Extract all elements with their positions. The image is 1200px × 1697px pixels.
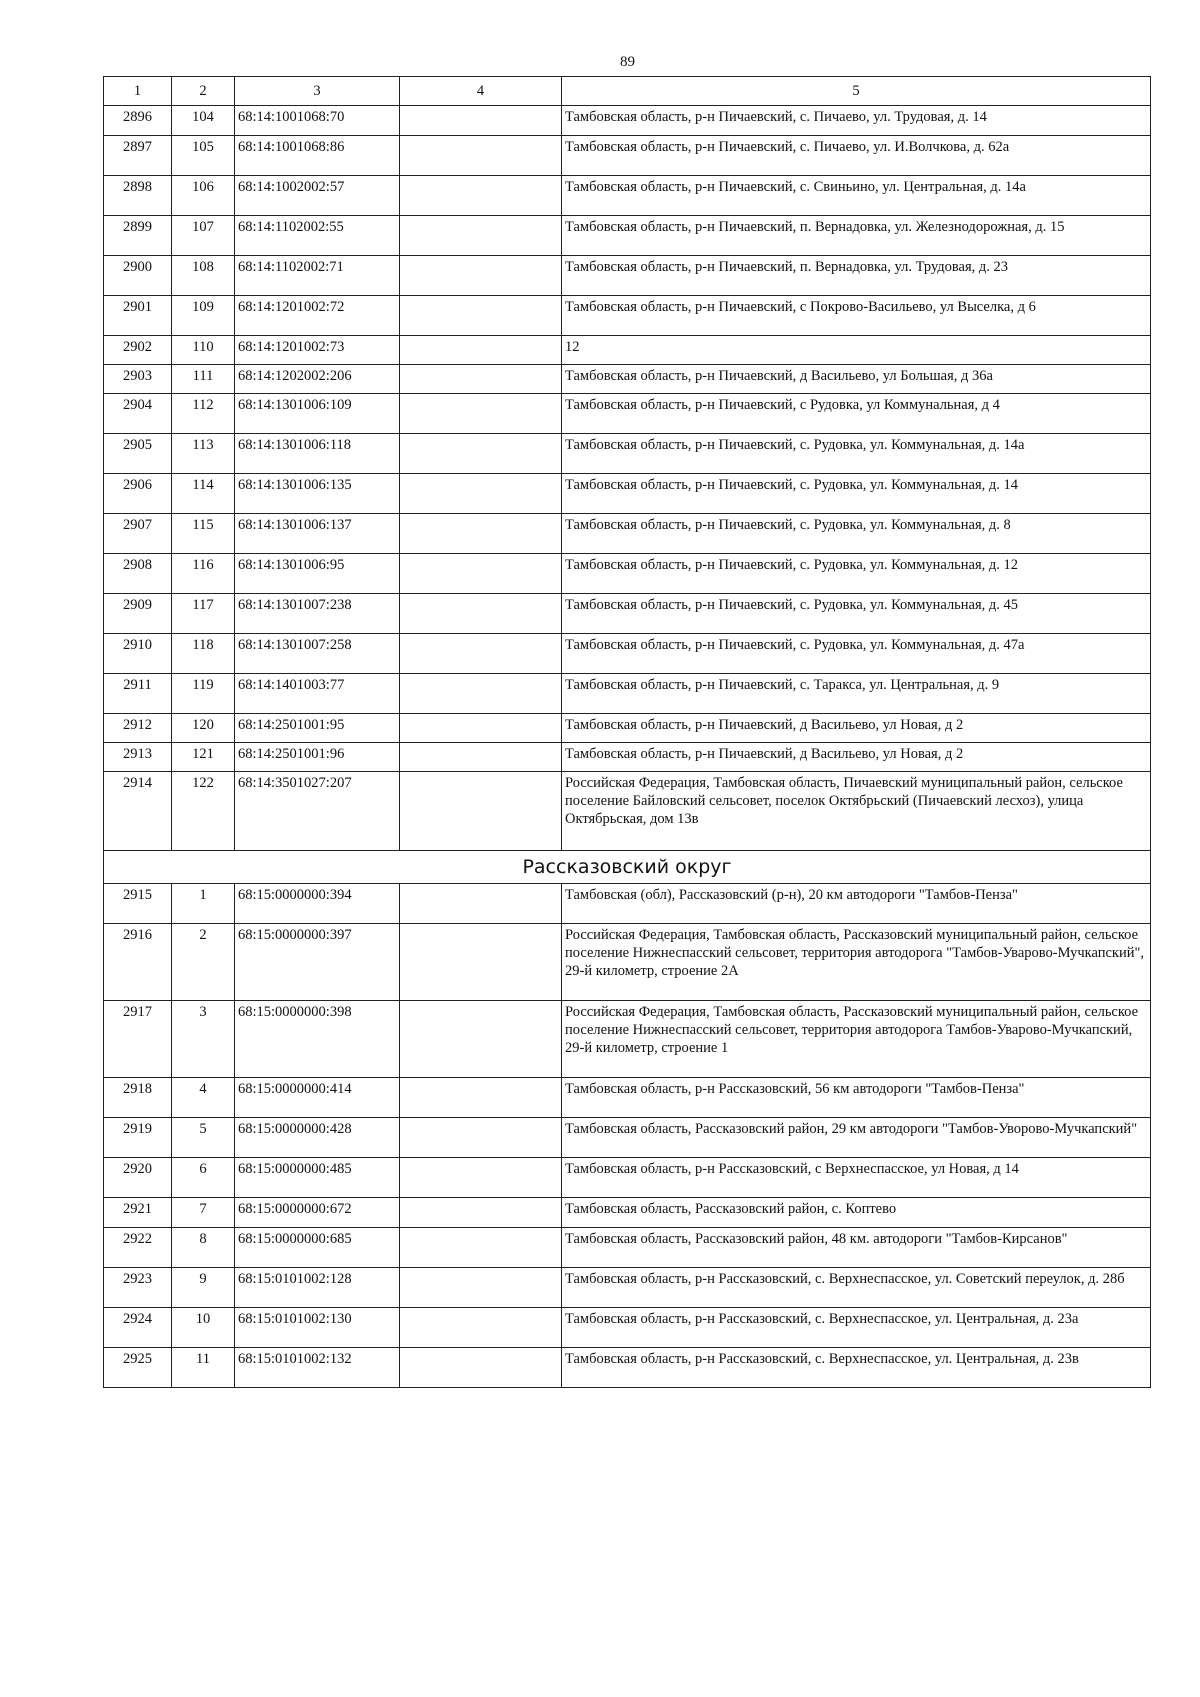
address-cell: Тамбовская область, р-н Пичаевский, д Васильево, ул Большая, д 36а: [562, 365, 1151, 394]
table-row: [104, 216, 1151, 256]
row-number: 2922: [104, 1228, 172, 1268]
column-4-cell: [400, 1118, 562, 1158]
table-row: [104, 1118, 1151, 1158]
row-index: 117: [172, 594, 235, 634]
column-4-cell: [400, 365, 562, 394]
column-4-cell: [400, 714, 562, 743]
address-cell: Тамбовская область, р-н Пичаевский, п. Вернадовка, ул. Железнодорожная, д. 15: [562, 216, 1151, 256]
table-row: [104, 394, 1151, 434]
row-number: 2916: [104, 924, 172, 1001]
cadastral-number: 68:14:1301006:109: [235, 394, 400, 434]
row-index: 106: [172, 176, 235, 216]
cadastral-number: 68:14:1301007:238: [235, 594, 400, 634]
address-cell: Тамбовская область, Рассказовский район, с. Коптево: [562, 1198, 1151, 1228]
address-cell: Тамбовская область, р-н Пичаевский, д Васильево, ул Новая, д 2: [562, 714, 1151, 743]
row-index: 119: [172, 674, 235, 714]
column-4-cell: [400, 743, 562, 772]
column-4-cell: [400, 674, 562, 714]
cadastral-number: 68:14:1202002:206: [235, 365, 400, 394]
column-4-cell: [400, 1158, 562, 1198]
table-row: [104, 136, 1151, 176]
address-cell: 12: [562, 336, 1151, 365]
cadastral-number: 68:14:1301006:135: [235, 474, 400, 514]
column-4-cell: [400, 1228, 562, 1268]
table-row: [104, 634, 1151, 674]
row-number: 2898: [104, 176, 172, 216]
row-index: 4: [172, 1078, 235, 1118]
table-row: [104, 1078, 1151, 1118]
address-cell: Тамбовская область, р-н Пичаевский, п. Вернадовка, ул. Трудовая, д. 23: [562, 256, 1151, 296]
row-number: 2908: [104, 554, 172, 594]
cadastral-number: 68:15:0000000:414: [235, 1078, 400, 1118]
cadastral-number: 68:14:1301006:95: [235, 554, 400, 594]
address-cell: Российская Федерация, Тамбовская область, Рассказовский муниципальный район, сельское поселение Нижнеспасский сельсовет, территория автодорога Тамбов-Уварово-Мучкапский, 29-й километр, строение 1: [562, 1001, 1151, 1078]
table-row: [104, 1308, 1151, 1348]
column-4-cell: [400, 1268, 562, 1308]
table-row: [104, 714, 1151, 743]
cadastral-number: 68:15:0000000:485: [235, 1158, 400, 1198]
cadastral-number: 68:14:2501001:96: [235, 743, 400, 772]
address-cell: Тамбовская область, р-н Рассказовский, с. Верхнеспасское, ул. Центральная, д. 23в: [562, 1348, 1151, 1388]
column-4-cell: [400, 924, 562, 1001]
cadastral-number: 68:14:2501001:95: [235, 714, 400, 743]
address-cell: Российская Федерация, Тамбовская область, Пичаевский муниципальный район, сельское поселение Байловский сельсовет, поселок Октябрьский (Пичаевский лесхоз), улица Октябрьская, дом 13в: [562, 772, 1151, 851]
table-row: [104, 474, 1151, 514]
table-row: [104, 674, 1151, 714]
table-row: [104, 256, 1151, 296]
address-cell: Тамбовская область, р-н Пичаевский, с. Пичаево, ул. И.Волчкова, д. 62а: [562, 136, 1151, 176]
address-cell: Тамбовская (обл), Рассказовский (р-н), 20 км автодороги "Тамбов-Пенза": [562, 884, 1151, 924]
row-index: 109: [172, 296, 235, 336]
table-row: [104, 1001, 1151, 1078]
row-index: 122: [172, 772, 235, 851]
table-row: [104, 514, 1151, 554]
table-row: [104, 743, 1151, 772]
column-4-cell: [400, 216, 562, 256]
row-number: 2918: [104, 1078, 172, 1118]
cadastral-number: 68:15:0000000:672: [235, 1198, 400, 1228]
row-index: 120: [172, 714, 235, 743]
row-number: 2913: [104, 743, 172, 772]
row-number: 2915: [104, 884, 172, 924]
column-4-cell: [400, 1348, 562, 1388]
row-number: 2902: [104, 336, 172, 365]
cadastral-number: 68:15:0000000:428: [235, 1118, 400, 1158]
cadastral-number: 68:14:1201002:73: [235, 336, 400, 365]
row-number: 2904: [104, 394, 172, 434]
header-col-3: 3: [235, 77, 400, 106]
row-index: 11: [172, 1348, 235, 1388]
cadastral-number: 68:14:3501027:207: [235, 772, 400, 851]
column-4-cell: [400, 336, 562, 365]
row-number: 2919: [104, 1118, 172, 1158]
address-cell: Тамбовская область, р-н Пичаевский, с. Рудовка, ул. Коммунальная, д. 12: [562, 554, 1151, 594]
column-4-cell: [400, 1078, 562, 1118]
column-4-cell: [400, 1198, 562, 1228]
row-number: 2923: [104, 1268, 172, 1308]
header-col-5: 5: [562, 77, 1151, 106]
column-4-cell: [400, 514, 562, 554]
row-index: 114: [172, 474, 235, 514]
row-number: 2917: [104, 1001, 172, 1078]
address-cell: Тамбовская область, р-н Пичаевский, с Покрово-Васильево, ул Выселка, д 6: [562, 296, 1151, 336]
cadastral-number: 68:14:1001068:70: [235, 106, 400, 136]
row-number: 2912: [104, 714, 172, 743]
table-row: [104, 772, 1151, 851]
row-number: 2910: [104, 634, 172, 674]
cadastral-number: 68:15:0101002:132: [235, 1348, 400, 1388]
cadastral-number: 68:14:1102002:55: [235, 216, 400, 256]
row-index: 7: [172, 1198, 235, 1228]
registry-table: [103, 76, 1151, 1388]
cadastral-number: 68:14:1401003:77: [235, 674, 400, 714]
column-4-cell: [400, 1001, 562, 1078]
row-number: 2909: [104, 594, 172, 634]
row-index: 121: [172, 743, 235, 772]
row-index: 116: [172, 554, 235, 594]
row-number: 2911: [104, 674, 172, 714]
cadastral-number: 68:14:1201002:72: [235, 296, 400, 336]
row-index: 104: [172, 106, 235, 136]
address-cell: Тамбовская область, р-н Пичаевский, с. Рудовка, ул. Коммунальная, д. 47а: [562, 634, 1151, 674]
column-4-cell: [400, 594, 562, 634]
address-cell: Тамбовская область, р-н Пичаевский, с Рудовка, ул Коммунальная, д 4: [562, 394, 1151, 434]
column-4-cell: [400, 106, 562, 136]
cadastral-number: 68:14:1301006:118: [235, 434, 400, 474]
section-row: [104, 851, 1151, 884]
cadastral-number: 68:15:0000000:685: [235, 1228, 400, 1268]
cadastral-number: 68:14:1301007:258: [235, 634, 400, 674]
cadastral-number: 68:15:0101002:130: [235, 1308, 400, 1348]
row-index: 2: [172, 924, 235, 1001]
table-row: [104, 594, 1151, 634]
header-col-4: 4: [400, 77, 562, 106]
cadastral-number: 68:15:0000000:397: [235, 924, 400, 1001]
registry-table-body: [104, 77, 1151, 1388]
cadastral-number: 68:14:1301006:137: [235, 514, 400, 554]
table-row: [104, 1268, 1151, 1308]
column-4-cell: [400, 434, 562, 474]
column-4-cell: [400, 1308, 562, 1348]
column-4-cell: [400, 634, 562, 674]
row-number: 2905: [104, 434, 172, 474]
table-row: [104, 336, 1151, 365]
row-index: 112: [172, 394, 235, 434]
cadastral-number: 68:15:0000000:398: [235, 1001, 400, 1078]
row-index: 10: [172, 1308, 235, 1348]
section-title: Рассказовский округ: [104, 851, 1151, 884]
header-row: [104, 77, 1151, 106]
column-4-cell: [400, 772, 562, 851]
row-index: 113: [172, 434, 235, 474]
address-cell: Тамбовская область, р-н Пичаевский, с. Свиньино, ул. Центральная, д. 14а: [562, 176, 1151, 216]
cadastral-number: 68:14:1102002:71: [235, 256, 400, 296]
table-row: [104, 554, 1151, 594]
row-number: 2907: [104, 514, 172, 554]
table-row: [104, 1228, 1151, 1268]
row-index: 110: [172, 336, 235, 365]
address-cell: Тамбовская область, р-н Рассказовский, с. Верхнеспасское, ул. Центральная, д. 23а: [562, 1308, 1151, 1348]
row-index: 118: [172, 634, 235, 674]
row-index: 1: [172, 884, 235, 924]
row-number: 2901: [104, 296, 172, 336]
table-row: [104, 1348, 1151, 1388]
address-cell: Тамбовская область, р-н Пичаевский, с. Пичаево, ул. Трудовая, д. 14: [562, 106, 1151, 136]
row-number: 2920: [104, 1158, 172, 1198]
row-index: 8: [172, 1228, 235, 1268]
row-number: 2925: [104, 1348, 172, 1388]
table-row: [104, 106, 1151, 136]
row-index: 9: [172, 1268, 235, 1308]
table-row: [104, 365, 1151, 394]
table-row: [104, 1198, 1151, 1228]
table-row: [104, 1158, 1151, 1198]
table-row: [104, 296, 1151, 336]
row-number: 2899: [104, 216, 172, 256]
row-index: 5: [172, 1118, 235, 1158]
row-number: 2900: [104, 256, 172, 296]
row-index: 3: [172, 1001, 235, 1078]
row-number: 2903: [104, 365, 172, 394]
cadastral-number: 68:14:1002002:57: [235, 176, 400, 216]
row-index: 107: [172, 216, 235, 256]
column-4-cell: [400, 474, 562, 514]
row-index: 115: [172, 514, 235, 554]
address-cell: Тамбовская область, р-н Рассказовский, 56 км автодороги "Тамбов-Пенза": [562, 1078, 1151, 1118]
address-cell: Тамбовская область, р-н Пичаевский, с. Рудовка, ул. Коммунальная, д. 14: [562, 474, 1151, 514]
address-cell: Тамбовская область, р-н Пичаевский, д Васильево, ул Новая, д 2: [562, 743, 1151, 772]
row-number: 2896: [104, 106, 172, 136]
row-number: 2924: [104, 1308, 172, 1348]
header-col-1: 1: [104, 77, 172, 106]
address-cell: Тамбовская область, р-н Пичаевский, с. Рудовка, ул. Коммунальная, д. 45: [562, 594, 1151, 634]
row-number: 2897: [104, 136, 172, 176]
table-row: [104, 924, 1151, 1001]
header-col-2: 2: [172, 77, 235, 106]
column-4-cell: [400, 296, 562, 336]
address-cell: Тамбовская область, Рассказовский район, 29 км автодороги "Тамбов-Уворово-Мучкапский": [562, 1118, 1151, 1158]
address-cell: Тамбовская область, р-н Пичаевский, с. Таракса, ул. Центральная, д. 9: [562, 674, 1151, 714]
address-cell: Тамбовская область, р-н Рассказовский, с. Верхнеспасское, ул. Советский переулок, д. 28б: [562, 1268, 1151, 1308]
column-4-cell: [400, 884, 562, 924]
address-cell: Тамбовская область, Рассказовский район, 48 км. автодороги "Тамбов-Кирсанов": [562, 1228, 1151, 1268]
column-4-cell: [400, 394, 562, 434]
cadastral-number: 68:14:1001068:86: [235, 136, 400, 176]
row-number: 2914: [104, 772, 172, 851]
table-row: [104, 176, 1151, 216]
column-4-cell: [400, 136, 562, 176]
row-number: 2921: [104, 1198, 172, 1228]
address-cell: Тамбовская область, р-н Пичаевский, с. Рудовка, ул. Коммунальная, д. 14а: [562, 434, 1151, 474]
column-4-cell: [400, 256, 562, 296]
column-4-cell: [400, 176, 562, 216]
row-index: 111: [172, 365, 235, 394]
row-index: 108: [172, 256, 235, 296]
row-index: 6: [172, 1158, 235, 1198]
address-cell: Российская Федерация, Тамбовская область, Рассказовский муниципальный район, сельское поселение Нижнеспасский сельсовет, территория автодорога "Тамбов-Уварово-Мучкапский", 29-й километр, строение 2А: [562, 924, 1151, 1001]
column-4-cell: [400, 554, 562, 594]
table-row: [104, 884, 1151, 924]
address-cell: Тамбовская область, р-н Рассказовский, с Верхнеспасское, ул Новая, д 14: [562, 1158, 1151, 1198]
table-row: [104, 434, 1151, 474]
cadastral-number: 68:15:0000000:394: [235, 884, 400, 924]
row-number: 2906: [104, 474, 172, 514]
cadastral-number: 68:15:0101002:128: [235, 1268, 400, 1308]
page-number: 89: [620, 54, 635, 70]
row-index: 105: [172, 136, 235, 176]
address-cell: Тамбовская область, р-н Пичаевский, с. Рудовка, ул. Коммунальная, д. 8: [562, 514, 1151, 554]
